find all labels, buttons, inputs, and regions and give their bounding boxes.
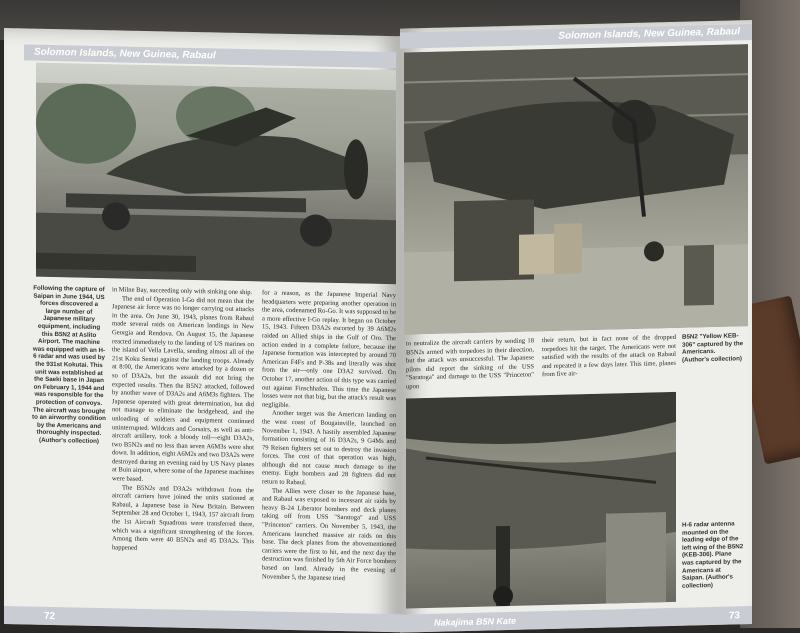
paragraph: The Allies were closer to the Japanese base, and Rabaul was exposed to incessant air raids by heavy B-24 Liberator bombers and deck planes taking off from USS "Saratoga" and USS "Princeton" carriers. On November 5, 1943, the Americans launched massive air raids on this base. The deck planes from the abovementioned carriers were the first to hit, and the next day the destruction was finished by 5th Air Force bombers based on land. Already in the evening of November 5, the Japanese tried (262, 487, 396, 582)
right-photo-wing-radar (406, 392, 676, 609)
right-page-footer (400, 606, 752, 633)
right-page-header: Solomon Islands, New Guinea, Rabaul (400, 24, 752, 49)
right-photo-hangar (404, 44, 748, 334)
right-photo-caption-bottom: H-6 radar antenna mounted on the leading edge of the left wing of the B5N2 (KEB-306). Plane was captured by the Americans at Saipan. (Author's collection) (682, 520, 744, 590)
paragraph: The B5N2s and D3A2s withdrawn from the aircraft carriers have joined the units stationed at Rabaul, a Japanese base in New Britain. Between September 28 and October 1, 1943, 157 aircraft from the 1st Aircraft Squadrons were transferred there, which was a significant strengthening of the forces. Among them were 40 B5N2s and 45 D3A2s. This happened (112, 484, 254, 552)
paragraph: The end of Operation I-Go did not mean that the Japanese air force was no longer carrying out attacks in the area. On June 30, 1943, planes from Rabaul made several raids on American landings in New Georgia and Rendova. On August 15, the Japanese reacted immediately to the landing of US marines on the island of Vella Lavella, sending almost all of the 21st Koku Sentai against the landing troops. Already at 8:00, the Americans were attacked by a dozen or so of D3A2s, but the assault did not bring the expected results. Then the B5N2 attacked, followed by another wave of D3A2s and A6M3s fighters. The Japanese operated with great determination, but did not manage to eliminate the bridgehead, and the unloading of soldiers and equipment continued uninterrupted. Wildcats and Corsairs, as well as anti-aircraft artillery, took a bloody toll—eight D3A2s, two B5N2s and no less than seven A6M3s were shot down. In addition, eight A6M2s and two D3A2s were destroyed during an evening raid by US Navy planes at Buin airport, where some of the Japanese machines were based. (112, 295, 254, 483)
paragraph: in Milne Bay, succeeding only with sinking one ship. (112, 286, 253, 297)
right-page (400, 20, 752, 633)
paragraph: Another target was the American landing on the west coast of Bougainville, launched on November 1, 1943. A hastily assembled Japanese formation consisting of 16 D3A2s, 9 G4Ms and 79 Reisen fighters set out to destroy the invasion forces. The cost of that operation was high, although did not cause much damage to the enemy. Eight bombers and 28 fighters did not return to Rabaul. (262, 409, 396, 487)
left-page-column-1 (112, 286, 254, 555)
left-page-header: Solomon Islands, New Guinea, Rabaul (24, 44, 396, 68)
paragraph: for a reason, as the Japanese Imperial Navy headquarters were preparing another operation in the area, codenamed Ro-Go. It was supposed to be a more effective I-Go replay. It began on October 15, 1943. Fifteen D3A2s escorted by 39 A6M2s raided on Allied ships in the Gulf of Oro. The action ended in a complete failure, because the Japanese formation was intercepted by around 70 American F4Fs and P-38s and literally was shot from the air—only one D3A2 survived. On October 17, another action of this type was carried out against Finschhafen. This time the Japanese losses were not that big, but the attack's result was negligible. (262, 289, 396, 409)
aircraft-in-hangar-image (404, 44, 748, 334)
right-page-column-2 (542, 334, 676, 380)
left-photo-aircraft-trailer (36, 63, 396, 285)
book-title: Nakajima B5N Kate (434, 615, 517, 628)
aircraft-on-trailer-image (36, 63, 396, 285)
left-page-column-2 (262, 289, 396, 584)
left-page (4, 28, 400, 632)
right-photo-caption-top: B5N2 "Yellow KEB-306" captured by the Americans. (Author's collection) (682, 332, 744, 364)
wing-radar-antenna-image (406, 392, 676, 609)
left-page-footer (4, 606, 400, 632)
right-page-number: 73 (728, 610, 740, 622)
paragraph: to neutralize the aircraft carriers by sending 18 B5N2s armed with torpedoes in their direction, but the attack was unsuccessful. The Japanese pilots did report the sinking of the USS "Saratoga" and damage to the USS "Princeton" upon (406, 337, 534, 391)
left-page-number: 72 (44, 610, 56, 623)
left-photo-caption: Following the capture of Saipan in June 1944, US forces discovered a large number of Japanese military equipment, including this B5N2 at Aslito Airport. The machine was equipped with an H-6 radar and was used by the 931st Kokutai. This unit was established at the Saeki base in Japan on February 1, 1944 and was responsible for the protection of convoys. The aircraft was brought to an airworthy condition by the Americans and thoroughly inspected. (Author's collection) (32, 284, 106, 445)
right-page-column-1 (406, 337, 534, 392)
paragraph: their return, but in fact none of the dropped torpedoes hit the target. The Americans were not satisfied with the results of the attack on Rabaul and repeated it a few days later. This time, planes from five air- (542, 333, 676, 379)
